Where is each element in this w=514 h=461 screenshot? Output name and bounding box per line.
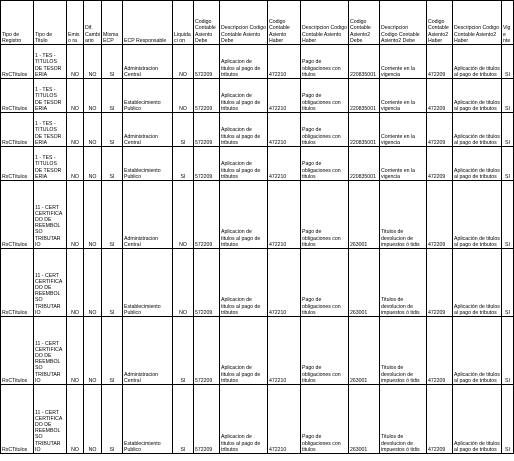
col-codigo2-debe-cell: 220835001 bbox=[349, 113, 380, 147]
col-codigo-haber-cell: 472210 bbox=[268, 113, 301, 147]
col-tipo-registro-cell: RxCTitulos bbox=[1, 147, 34, 181]
col-codigo2-debe-cell: 220835001 bbox=[349, 45, 380, 79]
col-codigo2-haber-header: Codigo Contable Asiento2 Haber bbox=[427, 1, 453, 45]
table-row bbox=[1, 181, 514, 249]
col-codigo2-haber-cell: 472209 bbox=[427, 249, 453, 317]
col-codigo2-haber-cell: 472209 bbox=[427, 317, 453, 385]
col-tipo-registro-cell: RxCTitulos bbox=[1, 317, 34, 385]
col-emisora-cell: NO bbox=[67, 317, 84, 385]
col-codigo-debe-cell: 572209 bbox=[194, 249, 220, 317]
col-desc-haber-cell: Pago de obligaciones con titulos bbox=[301, 385, 349, 454]
col-vigente-cell: SI bbox=[502, 45, 514, 79]
col-codigo-haber-cell: 472210 bbox=[268, 181, 301, 249]
col-liquidacion-cell: NO bbox=[173, 249, 194, 317]
col-dif-cambiario-header: Dif. Cambi ario bbox=[84, 1, 102, 45]
col-ecp-responsable-cell: Administracion Central bbox=[123, 113, 173, 147]
col-liquidacion-cell: SI bbox=[173, 385, 194, 454]
col-vigente-cell: SI bbox=[502, 317, 514, 385]
col-misma-ecp-header: Misma ECP bbox=[102, 1, 123, 45]
col-codigo2-debe-cell: 220835001 bbox=[349, 147, 380, 181]
col-tipo-titulo-cell: 1 - TES - TITULOS DE TESOR ERIA bbox=[34, 79, 67, 113]
col-liquidacion-cell: SI bbox=[173, 113, 194, 147]
col-desc2-debe-cell: Corriente en la vigencia bbox=[380, 147, 427, 181]
col-codigo-haber-cell: 472210 bbox=[268, 317, 301, 385]
col-desc2-haber-cell: Aplicación de titulos al pago de tributos bbox=[453, 45, 502, 79]
col-emisora-cell: NO bbox=[67, 147, 84, 181]
table-row bbox=[1, 45, 514, 79]
col-desc2-debe-cell: Titulos de devolucion de impuestos ó tidis bbox=[380, 181, 427, 249]
col-ecp-responsable-cell: Administracion Central bbox=[123, 181, 173, 249]
col-codigo2-haber-cell: 472209 bbox=[427, 45, 453, 79]
col-dif-cambiario-cell: NO bbox=[84, 385, 102, 454]
col-liquidacion-cell: NO bbox=[173, 79, 194, 113]
col-emisora-cell: NO bbox=[67, 113, 84, 147]
col-codigo-debe-cell: 572209 bbox=[194, 181, 220, 249]
col-codigo-debe-cell: 572209 bbox=[194, 147, 220, 181]
col-desc2-haber-cell: Aplicación de titulos al pago de tributos bbox=[453, 79, 502, 113]
table-header bbox=[1, 1, 514, 45]
col-desc-debe-cell: Aplicacion de titulos al pago de tributos bbox=[220, 79, 268, 113]
col-desc2-haber-cell: Aplicación de titulos al pago de tributos bbox=[453, 385, 502, 454]
col-vigente-header: Vige nte bbox=[502, 1, 514, 45]
col-dif-cambiario-cell: NO bbox=[84, 181, 102, 249]
col-tipo-registro-cell: RxCTitulos bbox=[1, 181, 34, 249]
col-codigo-debe-header: Codigo Contable Asiento Debe bbox=[194, 1, 220, 45]
col-liquidacion-cell: SI bbox=[173, 317, 194, 385]
col-misma-ecp-cell: SI bbox=[102, 113, 123, 147]
col-desc2-debe-cell: Corriente en la vigencia bbox=[380, 45, 427, 79]
col-tipo-registro-cell: RxCTitulos bbox=[1, 249, 34, 317]
col-tipo-titulo-cell: 11 - CERT CERTIFICA DO DE REEMBOL SO TRIBUTAR IO bbox=[34, 249, 67, 317]
col-codigo2-debe-header: Codigo Contable Asiento2 Debe bbox=[349, 1, 380, 45]
col-desc-debe-cell: Aplicacion de titulos al pago de tributos bbox=[220, 181, 268, 249]
col-desc-debe-cell: Aplicacion de titulos al pago de tributos bbox=[220, 45, 268, 79]
col-desc2-debe-cell: Corriente en la vigencia bbox=[380, 79, 427, 113]
col-codigo2-debe-cell: 263001 bbox=[349, 317, 380, 385]
col-misma-ecp-cell: SI bbox=[102, 385, 123, 454]
col-vigente-cell: SI bbox=[502, 147, 514, 181]
col-codigo-haber-cell: 472210 bbox=[268, 385, 301, 454]
col-vigente-cell: SI bbox=[502, 113, 514, 147]
col-tipo-registro-cell: RxCTitulos bbox=[1, 113, 34, 147]
col-desc2-haber-cell: Aplicación de titulos al pago de tributos bbox=[453, 113, 502, 147]
col-misma-ecp-cell: SI bbox=[102, 79, 123, 113]
col-emisora-header: Emiso ra bbox=[67, 1, 84, 45]
col-liquidacion-cell: SI bbox=[173, 147, 194, 181]
col-dif-cambiario-cell: NO bbox=[84, 79, 102, 113]
col-desc2-debe-cell: Corriente en la vigencia bbox=[380, 113, 427, 147]
col-desc-debe-cell: Aplicacion de titulos al pago de tributos bbox=[220, 385, 268, 454]
col-emisora-cell: NO bbox=[67, 181, 84, 249]
col-desc2-haber-cell: Aplicación de titulos al pago de tributos bbox=[453, 147, 502, 181]
col-tipo-titulo-header: Tipo de Titulo bbox=[34, 1, 67, 45]
col-emisora-cell: NO bbox=[67, 385, 84, 454]
col-desc-debe-cell: Aplicacion de titulos al pago de tributos bbox=[220, 249, 268, 317]
col-desc-haber-header: Descripcion Codigo Contable Asiento Haber bbox=[301, 1, 349, 45]
col-codigo2-debe-cell: 263001 bbox=[349, 181, 380, 249]
col-tipo-titulo-cell: 1 - TES - TITULOS DE TESOR ERIA bbox=[34, 147, 67, 181]
col-emisora-cell: NO bbox=[67, 45, 84, 79]
table-row bbox=[1, 113, 514, 147]
col-misma-ecp-cell: SI bbox=[102, 249, 123, 317]
table-row bbox=[1, 79, 514, 113]
col-dif-cambiario-cell: NO bbox=[84, 317, 102, 385]
col-dif-cambiario-cell: NO bbox=[84, 147, 102, 181]
col-desc-haber-cell: Pago de obligaciones con titulos bbox=[301, 249, 349, 317]
col-desc-debe-header: Descripcion Codigo Contable Asiento Debe bbox=[220, 1, 268, 45]
col-codigo-debe-cell: 572209 bbox=[194, 317, 220, 385]
col-vigente-cell: SI bbox=[502, 79, 514, 113]
col-tipo-titulo-cell: 1 - TES - TITULOS DE TESOR ERIA bbox=[34, 45, 67, 79]
col-codigo-debe-cell: 572209 bbox=[194, 45, 220, 79]
col-desc2-haber-cell: Aplicación de titulos al pago de tributos bbox=[453, 249, 502, 317]
col-ecp-responsable-cell: Establecimiento Publico bbox=[123, 79, 173, 113]
col-ecp-responsable-cell: Establecimiento Publico bbox=[123, 147, 173, 181]
col-codigo-haber-cell: 472210 bbox=[268, 249, 301, 317]
col-ecp-responsable-cell: Administracion Central bbox=[123, 45, 173, 79]
col-codigo-haber-cell: 472210 bbox=[268, 147, 301, 181]
col-liquidacion-cell: NO bbox=[173, 45, 194, 79]
col-emisora-cell: NO bbox=[67, 79, 84, 113]
col-codigo-haber-cell: 472210 bbox=[268, 79, 301, 113]
col-tipo-registro-cell: RxCTitulos bbox=[1, 45, 34, 79]
col-desc-haber-cell: Pago de obligaciones con titulos bbox=[301, 147, 349, 181]
table-row bbox=[1, 147, 514, 181]
col-codigo2-haber-cell: 472209 bbox=[427, 385, 453, 454]
col-desc-haber-cell: Pago de obligaciones con titulos bbox=[301, 181, 349, 249]
col-desc-haber-cell: Pago de obligaciones con titulos bbox=[301, 79, 349, 113]
col-desc2-haber-cell: Aplicación de titulos al pago de tributos bbox=[453, 181, 502, 249]
col-vigente-cell: SI bbox=[502, 181, 514, 249]
col-ecp-responsable-cell: Establecimiento Publico bbox=[123, 385, 173, 454]
col-vigente-cell: SI bbox=[502, 385, 514, 454]
col-desc2-haber-header: Descripcion Codigo Contable Asiento2 Haber bbox=[453, 1, 502, 45]
col-misma-ecp-cell: SI bbox=[102, 45, 123, 79]
col-desc-haber-cell: Pago de obligaciones con titulos bbox=[301, 113, 349, 147]
col-tipo-titulo-cell: 11 - CERT CERTIFICA DO DE REEMBOL SO TRIBUTAR IO bbox=[34, 181, 67, 249]
table-row bbox=[1, 249, 514, 317]
col-codigo2-debe-cell: 263001 bbox=[349, 385, 380, 454]
col-vigente-cell: SI bbox=[502, 249, 514, 317]
col-codigo-haber-cell: 472210 bbox=[268, 45, 301, 79]
table-row bbox=[1, 317, 514, 385]
col-ecp-responsable-cell: Administracion Central bbox=[123, 317, 173, 385]
col-ecp-responsable-header: ECP Responsable bbox=[123, 1, 173, 45]
col-desc2-debe-cell: Titulos de devolucion de impuestos ó tidis bbox=[380, 317, 427, 385]
col-desc2-debe-header: Descripcion Codigo Contable Asiento2 Debe bbox=[380, 1, 427, 45]
table-row bbox=[1, 385, 514, 454]
col-ecp-responsable-cell: Establecimiento Publico bbox=[123, 249, 173, 317]
col-codigo2-haber-cell: 472209 bbox=[427, 113, 453, 147]
col-misma-ecp-cell: SI bbox=[102, 181, 123, 249]
col-codigo2-debe-cell: 263001 bbox=[349, 249, 380, 317]
col-desc-haber-cell: Pago de obligaciones con titulos bbox=[301, 317, 349, 385]
header-row bbox=[1, 1, 514, 45]
col-tipo-registro-header: Tipo de Registro bbox=[1, 1, 34, 45]
col-desc2-debe-cell: Titulos de devolucion de impuestos ó tidis bbox=[380, 385, 427, 454]
col-dif-cambiario-cell: NO bbox=[84, 45, 102, 79]
col-desc-debe-cell: Aplicacion de titulos al pago de tributos bbox=[220, 317, 268, 385]
col-tipo-registro-cell: RxCTitulos bbox=[1, 79, 34, 113]
table-body bbox=[1, 45, 514, 454]
col-desc-debe-cell: Aplicacion de titulos al pago de tributos bbox=[220, 147, 268, 181]
col-tipo-titulo-cell: 11 - CERT CERTIFICA DO DE REEMBOL SO TRIBUTAR IO bbox=[34, 385, 67, 454]
col-desc-haber-cell: Pago de obligaciones con titulos bbox=[301, 45, 349, 79]
col-codigo-debe-cell: 572209 bbox=[194, 113, 220, 147]
col-tipo-titulo-cell: 11 - CERT CERTIFICA DO DE REEMBOL SO TRIBUTAR IO bbox=[34, 317, 67, 385]
col-liquidacion-cell: NO bbox=[173, 181, 194, 249]
col-tipo-registro-cell: RxCTitulos bbox=[1, 385, 34, 454]
col-misma-ecp-cell: SI bbox=[102, 147, 123, 181]
col-codigo-haber-header: Codigo Contable Asiento Haber bbox=[268, 1, 301, 45]
col-codigo2-haber-cell: 472209 bbox=[427, 79, 453, 113]
col-emisora-cell: NO bbox=[67, 249, 84, 317]
col-desc2-debe-cell: Titulos de devolucion de impuestos ó tidis bbox=[380, 249, 427, 317]
col-tipo-titulo-cell: 1 - TES - TITULOS DE TESOR ERIA bbox=[34, 113, 67, 147]
col-codigo2-debe-cell: 220835001 bbox=[349, 79, 380, 113]
col-dif-cambiario-cell: NO bbox=[84, 113, 102, 147]
col-codigo2-haber-cell: 472209 bbox=[427, 181, 453, 249]
col-dif-cambiario-cell: NO bbox=[84, 249, 102, 317]
col-desc2-haber-cell: Aplicación de titulos al pago de tributos bbox=[453, 317, 502, 385]
col-codigo2-haber-cell: 472209 bbox=[427, 147, 453, 181]
col-codigo-debe-cell: 572209 bbox=[194, 385, 220, 454]
col-codigo-debe-cell: 572209 bbox=[194, 79, 220, 113]
col-liquidacion-header: Liquidaci on bbox=[173, 1, 194, 45]
col-misma-ecp-cell: SI bbox=[102, 317, 123, 385]
col-desc-debe-cell: Aplicacion de titulos al pago de tributos bbox=[220, 113, 268, 147]
